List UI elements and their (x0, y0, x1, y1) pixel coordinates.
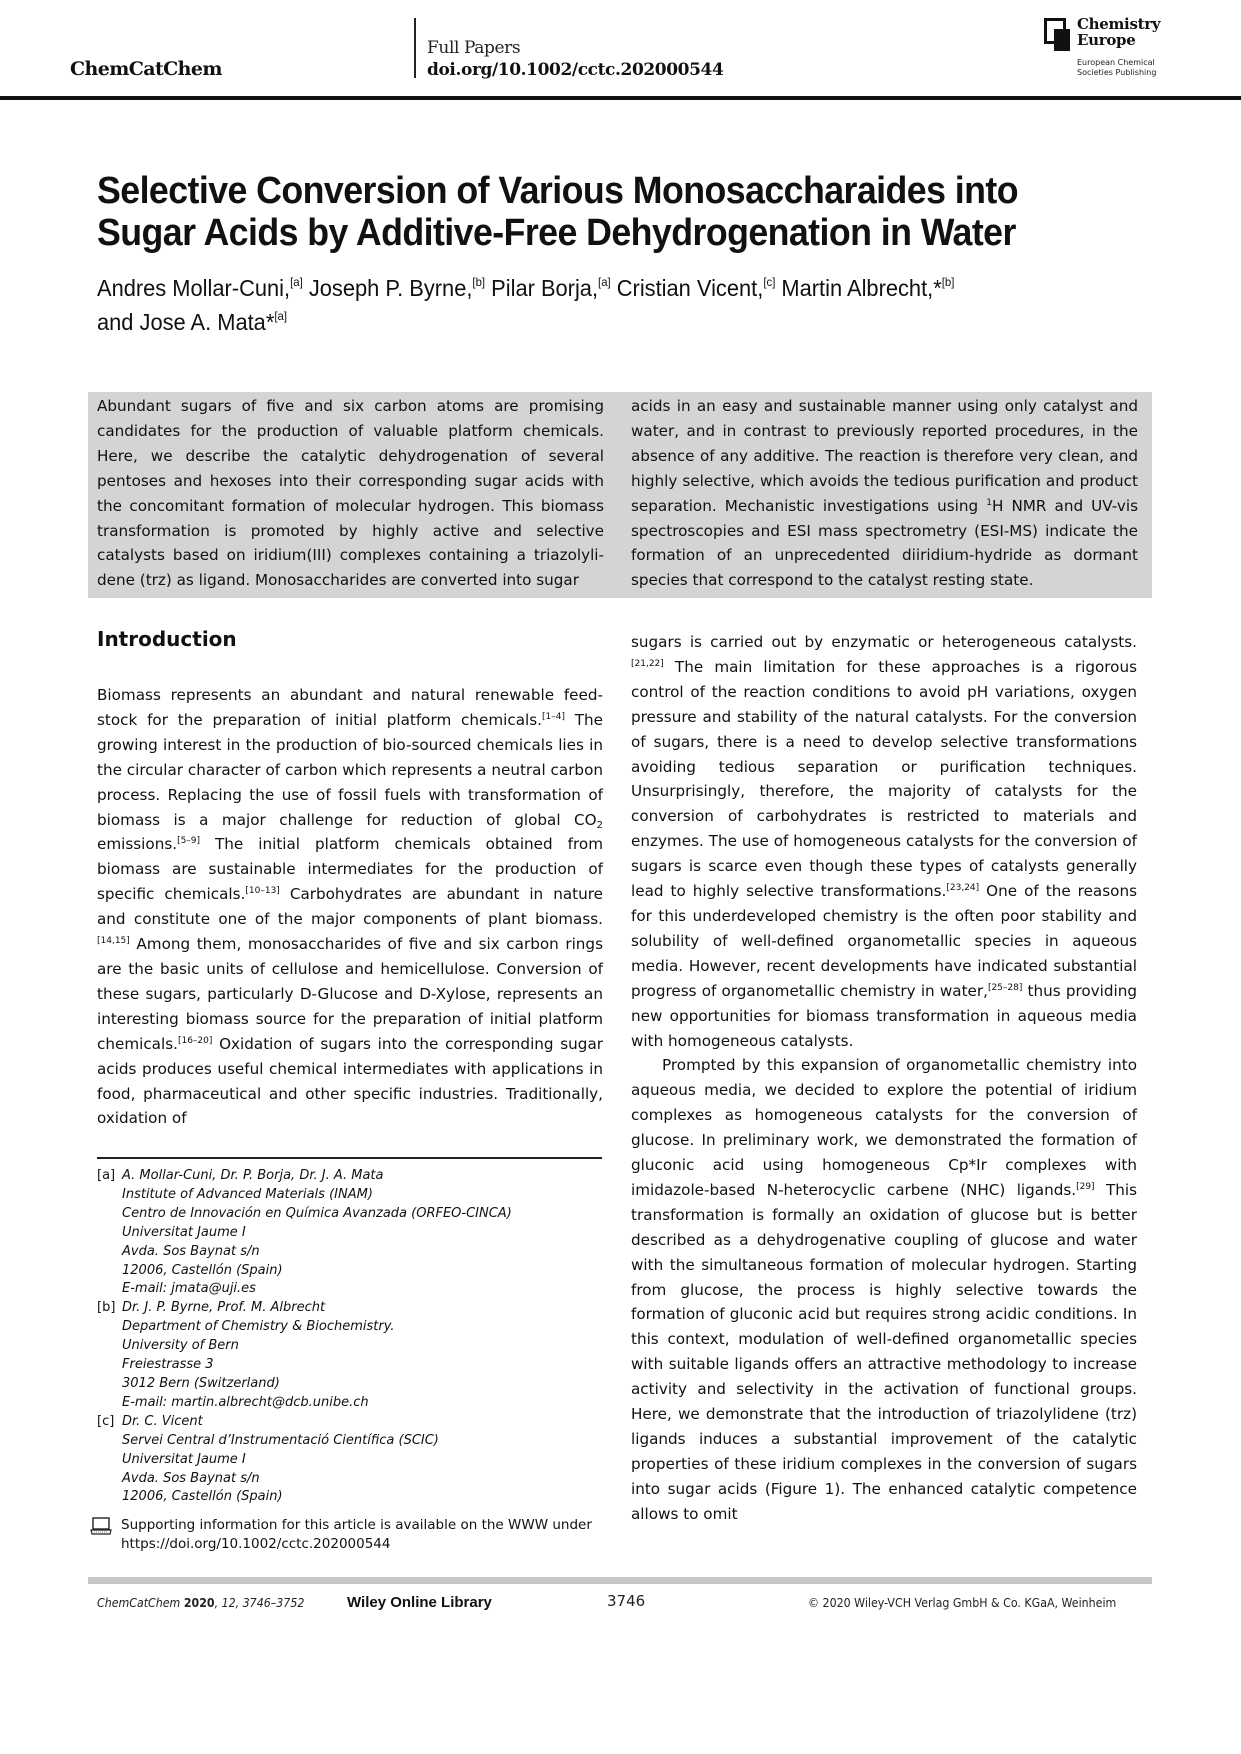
body-right-column (631, 630, 1137, 1527)
citation[interactable]: [25–28] (987, 982, 1023, 993)
author: and Jose A. Mata*[a] (97, 309, 288, 335)
footer-citation: ChemCatChem 2020, 12, 3746–3752 (97, 1596, 305, 1610)
citation[interactable]: [16–20] (177, 1035, 213, 1046)
affiliation-b: [b] Dr. J. P. Byrne, Prof. M. Albrecht Department of Chemistry & Biochemistry. University of Bern Freiestrasse 3 3012 Bern (Switzerland) E-mail: martin.albrecht@dcb.unibe.ch (97, 1299, 617, 1412)
section-heading-introduction: Introduction (97, 627, 237, 651)
page-number: 3746 (607, 1592, 646, 1610)
paragraph: Prompted by this expansion of organometallic chemistry into aqueous media, we decided to explore the potential of iridium complexes as homogeneous catalysts for the conversion of glucose. In preliminary work, we demonstrated the formation of gluconic acid using homogeneous Cp*Ir complexes with imidazole-based N-heterocyclic carbene (NHC) ligands.[29] This transformation is formally an oxidation of glucose but is better described as a dehydrogenative coupling of glucose and water with the simultaneous formation of molecular hydrogen. Starting from glucose, the process is highly selective towards the formation of gluconic acid but requires strong acidic conditions. In this context, modulation of well-defined organometallic species with suitable ligands offers an attractive methodology to increase activity and selectivity in the activation of functional groups. Here, we demonstrate that the introduction of triazolylidene (trz) ligands induces a substantial improvement of the catalytic properties of these iridium complexes in the conversion of sugars into sugar acids (Figure 1). The enhanced catalytic competence allows to omit (631, 1056, 1137, 1523)
email-link[interactable]: E-mail: martin.albrecht@dcb.unibe.ch (122, 1394, 369, 1410)
chemistry-europe-logo-icon (1044, 18, 1072, 50)
email-link[interactable]: E-mail: jmata@uji.es (122, 1281, 256, 1297)
affiliation-c: [c] Dr. C. Vicent Servei Central d’Instrumentació Científica (SCIC) Universitat Jaume I Avda. Sos Baynat s/n 12006, Castellón (Spain) (97, 1413, 439, 1505)
logo-title-line2: Europe (1077, 31, 1136, 49)
citation[interactable]: [21,22] (631, 658, 664, 669)
logo-subtitle (1077, 58, 1156, 78)
footer-bar (88, 1577, 1152, 1584)
doi-link[interactable]: doi.org/10.1002/cctc.202000544 (427, 60, 724, 80)
abstract-left-column: Abundant sugars of five and six carbon atoms are promising candidates for the production of valuable platform chemicals. Here, we describe the catalytic dehydrogenation of several pentoses and hexoses into their corresponding sugar acids with the concomitant formation of molecular hydrogen. This biomass transformation is promoted by highly active and selective catalysts based on iridium(III) complexes containing a triazolylidene (trz) as ligand. Monosaccharides are converted into sugar (97, 397, 604, 590)
author: Andres Mollar-Cuni,[a] (97, 275, 303, 301)
affiliation-a: [a] A. Mollar-Cuni, Dr. P. Borja, Dr. J. A. Mata Institute of Advanced Materials (INAM) Centro de Innovación en Química Avanzada (ORFEO-CINCA) Universitat Jaume I Avda. Sos Baynat s/n 12006, Castellón (Spain) E-mail: jmata@uji.es (97, 1167, 617, 1299)
paragraph: sugars is carried out by enzymatic or heterogeneous catalysts.[21,22] The main limitation for these approaches is a rigorous control of the reaction conditions to avoid pH variations, oxygen pressure and stability of the natural catalysts. For the conversion of sugars, there is a need to develop selective transformations avoiding tedious separation or purification techniques. Unsurprisingly, therefore, the majority of catalysts for the conversion of carbohydrates is restricted to materials and enzymes. The use of homogeneous catalysts for the conversion of sugars is scarce even though these types of catalysts generally lead to highly selective transformations.[23,24] One of the reasons for this underdeveloped chemistry is the often poor stability and solubility of well-defined organometallic species in aqueous media. However, recent developments have indicated substantial progress of organometallic chemistry in water,[25–28] thus providing new opportunities for biomass transformation in aqueous media with homogeneous catalysts. (631, 633, 1137, 1050)
citation[interactable]: [1–4] (541, 711, 565, 722)
supporting-info-url[interactable]: https://doi.org/10.1002/cctc.202000544 (121, 1535, 391, 1552)
citation[interactable]: [29] (1076, 1181, 1095, 1192)
author-list (97, 271, 1104, 339)
copyright: © 2020 Wiley-VCH Verlag GmbH & Co. KGaA, Weinheim (808, 1596, 1117, 1610)
logo-title-line1: Chemistry (1077, 15, 1161, 33)
logo-title (1077, 16, 1160, 48)
affiliations (97, 1167, 617, 1507)
affiliation-tag: [a] (97, 1168, 116, 1183)
computer-icon (90, 1517, 112, 1535)
paragraph: Biomass represents an abundant and natural renewable feedstock for the preparation of initial platform chemicals.[1–4] The growing interest in the production of bio-sourced chemicals lies in the circular character of carbon which represents a neutral carbon process. Replacing the use of fossil fuels with transformation of biomass is a major challenge for reduction of global $CO_2$ emissions.[5–9] The initial platform chemicals obtained from biomass are sustainable intermediates for the production of specific chemicals.[10–13] Carbohydrates are abundant in nature and constitute one of the major components of plant biomass.[14,15] Among them, monosaccharides of five and six carbon rings are the basic units of cellulose and hemicellulose. Conversion of these sugars, particularly D-Glucose and D-Xylose, represents an interesting biomass source for the preparation of initial platform chemicals.[16–20] Oxidation of sugars into the corresponding sugar acids produces useful chemical intermediates with applications in food, pharmaceutical and other specific industries. Traditionally, oxidation of (97, 686, 604, 1128)
body-left-column (97, 683, 603, 1131)
author: Joseph P. Byrne,[b] (308, 275, 486, 301)
citation[interactable]: [14,15] (97, 936, 130, 947)
section-type: Full Papers (427, 38, 521, 58)
logo-sub-line2: Societies Publishing (1077, 68, 1157, 77)
wiley-online-library-link[interactable]: Wiley Online Library (347, 1594, 492, 1611)
citation[interactable]: [23,24] (946, 883, 980, 894)
header-rule (0, 96, 1241, 100)
citation[interactable]: [5–9] (177, 836, 201, 847)
footnote-rule (97, 1157, 602, 1159)
header-divider (414, 18, 416, 78)
journal-name: ChemCatChem (70, 58, 222, 80)
abstract-right-column: acids in an easy and sustainable manner using only catalyst and water, and in contrast to previously reported procedures, in the absence of any additive. The reaction is therefore very clean, and highly selective, which avoids the tedious purification and product separation. Mechanistic investigations using $^1$H NMR and UV-vis spectroscopies and ESI mass spectrometry (ESI-MS) indicate the formation of an unprecedented diiridium-hydride as dormant species that correspond to the catalyst resting state. (631, 397, 1138, 590)
affiliation-tag: [c] (97, 1413, 115, 1429)
affiliation-tag: [b] (97, 1300, 116, 1316)
supporting-info-text: Supporting information for this article is available on the WWW under https://doi.org/10.1002/cctc.202000544 (121, 1517, 592, 1552)
citation[interactable]: [10–13] (245, 886, 280, 897)
author: Martin Albrecht,*[b] (781, 275, 955, 301)
article-title: Selective Conversion of Various Monosaccharaides into Sugar Acids by Additive-Free Dehydrogenation in Water (97, 170, 1018, 254)
publisher-logo (1044, 15, 1174, 82)
logo-sub-line1: European Chemical (1077, 58, 1155, 67)
author: Cristian Vicent,[c] (616, 275, 776, 301)
author: Pilar Borja,[a] (491, 275, 611, 301)
